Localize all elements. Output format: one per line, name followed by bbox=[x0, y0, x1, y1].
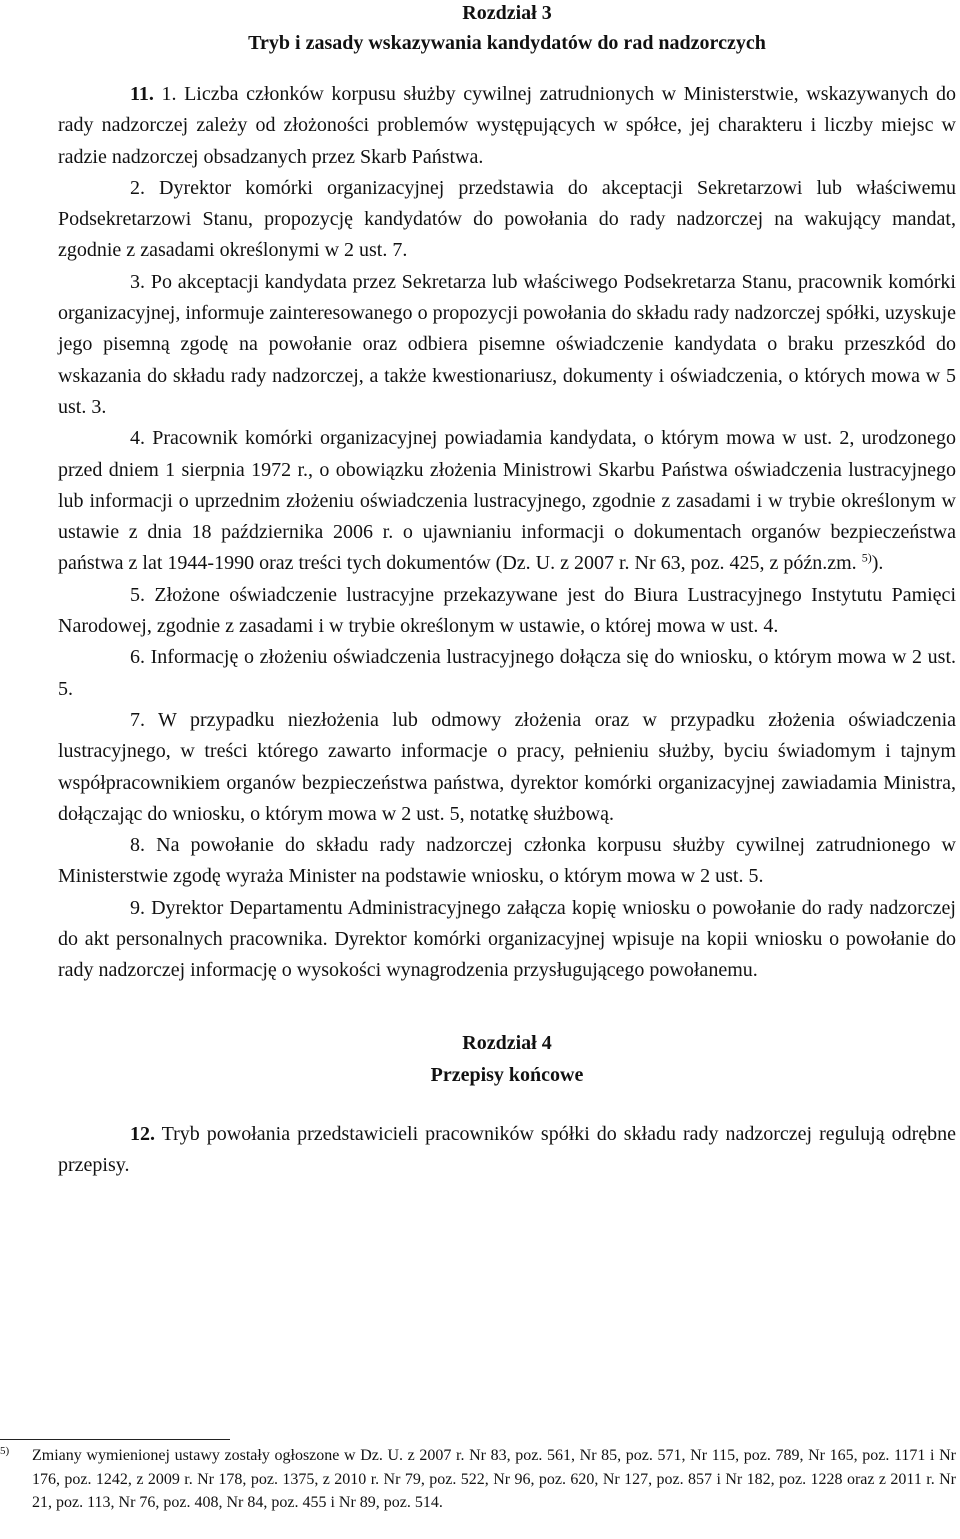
section-11-paragraph-6: 6. Informację o złożeniu oświadczenia lustracyjnego dołącza się do wniosku, o którym mowa w 2 ust. 5. bbox=[58, 646, 956, 700]
chapter-4-label: Rozdział 4 bbox=[462, 1031, 552, 1054]
section-11-text-4: 4. Pracownik komórki organizacyjnej powiadamia kandydata, o którym mowa w ust. 2, urodzonego przed dniem 1 sierpnia 1972 r., o obowiązku złożenia Ministrowi Skarbu Państwa oświadczenia lustracyjnego lub informacji o uprzednim złożeniu oświadczenia lustracyjnego, zgodnie z zasadami i w trybie określonym w ustawie z dnia 18 października 2006 r. o ujawnianiu informacji o dokumentach organów bezpieczeństwa państwa z lat 1944-1990 oraz treści tych dokumentów (Dz. U. z 2007 r. Nr 63, poz. 425, z późn.zm. bbox=[58, 427, 956, 575]
section-11-paragraph-7: 7. W przypadku niezłożenia lub odmowy złożenia oraz w przypadku złożenia oświadczenia lustracyjnego, w treści którego zawarto informacje o pracy, pełnieniu służby, byciu świadomym i tajnym współpracownikiem organów bezpieczeństwa państwa, dyrektor komórki organizacyjnej zawiadamia Ministra, dołączając do wniosku, o którym mowa w 2 ust. 5, notatkę służbową. bbox=[58, 708, 956, 825]
section-11-paragraph-9: 9. Dyrektor Departamentu Administracyjnego załącza kopię wniosku o powołanie do rady nadzorczej do akt personalnych pracownika. Dyrektor komórki organizacyjnej wpisuje na kopii wniosku o powołanie do rady nadzorczej informację o wysokości wynagrodzenia przysługującego powołanemu. bbox=[58, 896, 956, 982]
footnote-reference: 5) bbox=[861, 550, 872, 565]
chapter-3-label: Rozdział 3 bbox=[462, 2, 552, 24]
section-11-paragraph-5: 5. Złożone oświadczenie lustracyjne przekazywane jest do Biura Lustracyjnego Instytutu Pamięci Narodowej, zgodnie z zasadami i w trybie określonym w ustawie, o której mowa w ust. 4. bbox=[58, 583, 956, 638]
section-11-paragraph-4 bbox=[58, 423, 956, 579]
section-11-mark: 11. bbox=[130, 83, 154, 105]
footnote-mark: 5) bbox=[0, 1445, 10, 1457]
section-11-paragraph-8: 8. Na powołanie do składu rady nadzorczej członka korpusu służby cywilnej zatrudnionego w Ministerstwie zgodę wyraża Minister na podstawie wniosku, o którym mowa w 2 ust. 5. bbox=[58, 834, 956, 888]
section-12-mark: 12. bbox=[130, 1122, 155, 1145]
section-12-paragraph bbox=[58, 1119, 956, 1182]
footnotes bbox=[0, 1444, 956, 1515]
section-12 bbox=[58, 1119, 956, 1182]
section-12-text: Tryb powołania przedstawicieli pracowników spółki do składu rady nadzorczej regulują odrębne przepisy. bbox=[58, 1122, 957, 1176]
section-11-paragraph-3: 3. Po akceptacji kandydata przez Sekretarza lub właściwego Podsekretarza Stanu, pracownik komórki organizacyjnej, informuje zainteresowanego o propozycji powołania do składu rady nadzorczej spółki, uzyskuje jego pisemną zgodę na powołanie oraz odbiera pisemne oświadczenie kandydata o braku przeszkód do wskazania do składu rady nadzorczej, a także kwestionariusz, dokumenty i oświadczenia, o których mowa w 5 ust. 3. bbox=[58, 270, 956, 418]
section-11 bbox=[58, 79, 956, 987]
document-page bbox=[58, 0, 956, 1181]
footnote-text: Zmiany wymienionej ustawy zostały ogłoszone w Dz. U. z 2007 r. Nr 83, poz. 561, Nr 85, poz. 571, Nr 115, poz. 789, Nr 165, poz. 1171 i Nr 176, poz. 1242, z 2009 r. Nr 178, poz. 1375, z 2010 r. Nr 79, poz. 522, Nr 96, poz. 620, Nr 127, poz. 857 i Nr 182, poz. 1228 oraz z 2011 r. Nr 21, poz. 113, Nr 76, poz. 408, Nr 84, poz. 455 i Nr 89, poz. 514. bbox=[32, 1447, 956, 1511]
section-11-paragraph-2: 2. Dyrektor komórki organizacyjnej przedstawia do akceptacji Sekretarzowi lub właściwemu Podsekretarzowi Stanu, propozycję kandydatów do powołania do rady nadzorczej na wakujący mandat, zgodnie z zasadami określonymi w 2 ust. 7. bbox=[58, 176, 956, 262]
section-11-text-1: 1. Liczba członków korpusu służby cywilnej zatrudnionych w Ministerstwie, wskazywanych do rady nadzorczej zależy od złożoności problemów występujących w spółce, jej charakteru i liczby miejsc w radzie nadzorczej obsadzanych przez Skarb Państwa. bbox=[58, 83, 957, 168]
section-11-text-4-end: ). bbox=[871, 552, 884, 575]
section-11-paragraph-1 bbox=[58, 79, 956, 173]
chapter-3-title: Tryb i zasady wskazywania kandydatów do rad nadzorczych bbox=[248, 32, 766, 54]
footnote-separator bbox=[0, 1439, 230, 1440]
chapter-4-title: Przepisy końcowe bbox=[430, 1063, 584, 1086]
